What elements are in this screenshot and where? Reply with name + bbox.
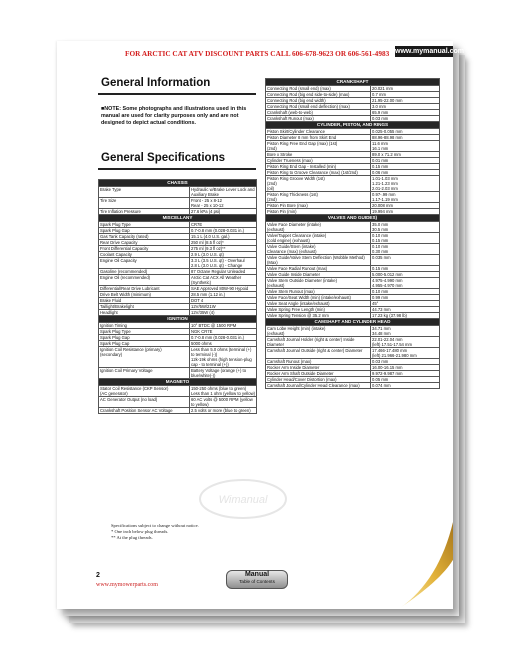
- spec-value: 0.97-.99 mm 1.17-1.19 mm: [371, 192, 440, 203]
- spec-value: 11.6 mm 16.1 mm: [371, 141, 440, 152]
- spec-value: 0.035 mm: [371, 255, 440, 266]
- spec-value: 17.23 kg (37.98 lb): [371, 313, 440, 319]
- spec-value: 150-250 ohms (blue to green) Less than 1 ohm (yellow to yellow): [191, 386, 256, 396]
- spec-label: Gasoline (recommended): [99, 269, 190, 275]
- spec-value: 12V/5W/21W: [190, 304, 257, 310]
- spec-value: 17.466-17.480 mm (left) 21.966-21.980 mm: [371, 348, 440, 359]
- spec-label: Valve Spring Free Length (min): [266, 307, 371, 313]
- spec-value: NGK CR7E: [190, 329, 257, 335]
- spec-value: 0.7-0.8 mm (0.028-0.031 in.): [190, 228, 257, 234]
- spec-label: AC Generator Output (no load): [99, 397, 190, 408]
- section-header: MAGNETO: [99, 379, 257, 386]
- spec-value: Battery Voltage (orange (+) to blue/white(-)): [190, 368, 257, 379]
- spec-label: Crankshaft (web-to-web): [266, 110, 371, 116]
- manual-toc-button[interactable]: [226, 570, 288, 589]
- table-row: [99, 386, 257, 397]
- table-row: [99, 408, 257, 414]
- spec-value: 0.10 mm 0.30 mm: [371, 244, 440, 255]
- spec-value: 0.7-0.8 mm (0.028-0.031 in.): [190, 335, 257, 341]
- spec-label: Connecting Rod (big end width): [266, 98, 371, 104]
- spec-value: 0.01 mm: [371, 158, 440, 164]
- spec-value: 250 ml (8.5 fl oz)*: [190, 240, 257, 246]
- spec-value: 22.01-22.04 mm (left) 17.51-17.54 mm: [371, 337, 440, 348]
- spec-label: Crankshaft Runout (max): [266, 116, 371, 122]
- table-row: [266, 255, 440, 266]
- footnotes: [111, 523, 261, 541]
- footnote-line: Specifications subject to change without notice.: [111, 523, 199, 528]
- spec-label: Valve Stem Outside Diameter (intake) (exhaust): [266, 278, 371, 289]
- spec-label: Cylinder Trueness (max): [266, 158, 371, 164]
- table-row: [99, 397, 257, 408]
- spec-label: Camshaft Runout (max): [266, 359, 371, 365]
- spec-label: Front Differential Capacity: [99, 246, 190, 252]
- site-badge[interactable]: www.mymanual.com: [395, 48, 464, 55]
- spec-label: Coolant Capacity: [99, 252, 190, 258]
- website-link[interactable]: www.mymowerparts.com: [96, 582, 158, 588]
- spec-value: 65.9 mm: [371, 110, 440, 116]
- spec-value: 1.01-1.03 mm 1.21-1.23 mm 2.01-2.03 mm: [371, 176, 440, 192]
- spec-value: 0.03 mm: [371, 116, 440, 122]
- spec-label: Rocker Arm Shaft Outside Diameter: [266, 371, 371, 377]
- spec-label: Ignition Coil Resistance (primary) (secondary): [99, 347, 190, 368]
- section-header: VALVES AND GUIDES): [266, 215, 440, 222]
- spec-value: CR7E: [190, 222, 257, 228]
- section-header: MISCELLANY: [99, 215, 257, 222]
- spec-value: 20.008 mm: [371, 203, 440, 209]
- spec-value: 0.06 mm: [371, 170, 440, 176]
- spec-value: 9.972-9.987 mm: [371, 371, 440, 377]
- section-header: CAMSHAFT AND CYLINDER HEAD: [266, 319, 440, 326]
- spec-label: Valve Seat Angle (intake/exhaust): [266, 301, 371, 307]
- spec-label: Connecting Rod (big end side-to-side) (max): [266, 92, 371, 98]
- table-section-row: [99, 316, 257, 323]
- table-section-row: [99, 215, 257, 222]
- spec-value: SAE Approved 80W-90 Hypoid: [190, 286, 257, 292]
- table-section-row: [99, 180, 257, 187]
- spec-value: 0.15 mm: [371, 266, 440, 272]
- table-section-row: [266, 79, 440, 86]
- spec-label: Tire Size: [99, 198, 190, 209]
- spec-label: Piston Ring End Gap - Installed (min): [266, 164, 371, 170]
- spec-value: 35.0 mm 30.5 mm: [371, 222, 440, 233]
- spec-value: 44.73 mm: [371, 307, 440, 313]
- spec-label: Camshaft Journal/Cylinder Head Clearance (max): [266, 383, 371, 389]
- page-number: 2: [96, 572, 100, 579]
- spec-value: DOT 4: [190, 298, 257, 304]
- table-row: [266, 222, 440, 233]
- spec-label: Rear Drive Capacity: [99, 240, 190, 246]
- spec-value: 60 AC volts @ 5000 RPM (yellow to yellow): [190, 397, 257, 408]
- spec-label: Piston Ring Free End Gap (max) (1st) (2nd): [266, 141, 371, 152]
- section-header: CYLINDER, PISTON, AND RINGS: [266, 122, 440, 129]
- spec-value: 19.994 mm: [371, 209, 440, 215]
- table-row: [266, 326, 440, 337]
- spec-value: 0.15 mm: [371, 164, 440, 170]
- spec-label: Stator Coil Resistance (CKP Sensor) (AC generator): [99, 386, 190, 397]
- spec-value: 0.7 mm: [371, 92, 440, 98]
- spec-label: Bore x Stroke: [266, 152, 371, 158]
- spec-value: 0.10 mm: [371, 289, 440, 295]
- manual-button-title: Manual: [244, 571, 270, 578]
- spec-value: 21.95-22.00 mm: [371, 98, 440, 104]
- table-row: [266, 383, 440, 389]
- table-row: [266, 176, 440, 192]
- spec-label: Crankshaft Position Sensor AC Voltage: [99, 408, 190, 414]
- table-row: [99, 275, 257, 286]
- wimanual-watermark: [198, 478, 288, 520]
- spec-label: Spark Plug Gap: [99, 335, 190, 341]
- spec-label: Brake Fluid: [99, 298, 190, 304]
- general-information-heading: General Information: [101, 77, 211, 89]
- spec-value: 2.5 volts or more (blue to green): [190, 408, 257, 414]
- spec-label: Valve Spring Tension @ 35.2 mm: [266, 313, 371, 319]
- heading-rule: [98, 168, 256, 170]
- spec-value: 28.5 mm (1.12 in.): [190, 292, 257, 298]
- spec-label: Camshaft Journal Holder (right & center) Inside Diameter: [266, 337, 371, 348]
- spec-label: Piston Ring Thickness (1st) (2nd): [266, 192, 371, 203]
- spec-value: 0.074 mm: [371, 383, 440, 389]
- table-row: [266, 233, 440, 244]
- spec-value: 12V/35W (4): [190, 310, 257, 316]
- table-section-row: [99, 379, 257, 386]
- spec-value: 0.10 mm 0.15 mm: [371, 233, 440, 244]
- spec-value: 20.021 mm: [371, 86, 440, 92]
- table-row: [266, 337, 440, 348]
- spec-value: Hydraulic w/Brake Lever Lock and Auxiliary Brake: [191, 187, 255, 197]
- table-section-row: [266, 215, 440, 222]
- spec-value: 27.6 kPa (4 psi): [190, 209, 257, 215]
- spec-label: Spark Plug Gap: [99, 228, 190, 234]
- section-header: IGNITION: [99, 316, 257, 323]
- spec-value: 5000 ohms: [190, 341, 257, 347]
- spec-value: 34.71 mm 34.48 mm: [371, 326, 440, 337]
- general-specifications-heading: General Specifications: [101, 152, 225, 164]
- spec-label: Piston Ring to Groove Clearance (max) (1st/2nd): [266, 170, 371, 176]
- spec-label: Connecting Rod (small end deflection) (max): [266, 104, 371, 110]
- spec-value: 10° BTDC @ 1500 RPM: [190, 323, 257, 329]
- spec-label: Spark Plug Type: [99, 329, 190, 335]
- spec-value: 89.0 x 71.2 mm: [371, 152, 440, 158]
- spec-label: Rocker Arm Inside Diameter: [266, 365, 371, 371]
- spec-label: Spark Plug Cap: [99, 341, 190, 347]
- right-spec-table: [265, 78, 440, 389]
- table-row: [99, 198, 257, 209]
- spec-value: Less than 5.0 ohms (terminal (+) to terminal (-)) 12k-19k ohms (high tension-plug cap - to terminal (+)): [190, 347, 257, 368]
- dealer-banner: FOR ARCTIC CAT ATV DISCOUNT PARTS CALL 606-678-9623 OR 606-561-4983: [125, 49, 390, 58]
- table-row: [266, 141, 440, 152]
- spec-label: Taillight/Brakelight: [99, 304, 190, 310]
- table-row: [266, 192, 440, 203]
- footnote-line: * One inch below plug threads.: [111, 529, 169, 534]
- spec-label: Valve Face Radial Runout (max): [266, 266, 371, 272]
- section-header: CRANKSHAFT: [266, 79, 440, 86]
- spec-label: Valve Guide/Valve Stem Deflection (Wobble Method) (Max): [266, 255, 371, 266]
- spec-value: 88.96-88.98 mm: [371, 135, 440, 141]
- spec-label: Differential/Rear Drive Lubricant: [99, 286, 190, 292]
- left-spec-table: [98, 179, 257, 414]
- table-row: [266, 348, 440, 359]
- spec-value: 16.00-16.15 mm: [371, 365, 440, 371]
- spec-label: Connecting Rod (small end) (max): [266, 86, 371, 92]
- spec-label: Engine Oil (recommended): [99, 275, 190, 286]
- spec-value: Arctic Cat ACX All Weather (Synthetic): [190, 275, 257, 286]
- spec-label: Valve Face/Seat Width (min) (intake/exhaust): [266, 295, 371, 301]
- spec-value: 3.0 mm: [371, 104, 440, 110]
- spec-label: Piston Ring Groove Width (1st) (2nd) (oil): [266, 176, 371, 192]
- heading-rule: [98, 93, 256, 95]
- spec-label: Valve Face Diameter (intake) (exhaust): [266, 222, 371, 233]
- spec-value: 15.1 L (4.0 U.S. gal.): [190, 234, 257, 240]
- spec-value: 87 Octane Regular Unleaded: [190, 269, 257, 275]
- table-row: [266, 278, 440, 289]
- spec-value: 45°: [371, 301, 440, 307]
- spec-label: Valve Stem Runout (max): [266, 289, 371, 295]
- spec-value: 3.3 L (3.5 U.S. qt) - Overhaul 2.8 L (3.0 U.S. qt) - Change: [190, 258, 257, 269]
- spec-value: 5.000-5.012 mm: [371, 272, 440, 278]
- general-information-note: ■NOTE: Some photographs and illustrations used in this manual are used for clarity purposes only and are not designed to depict actual conditions.: [101, 106, 247, 127]
- spec-value: 275 ml (9.3 fl oz)**: [190, 246, 257, 252]
- spec-value: 2.9 L (3.0 U.S. qt): [190, 252, 257, 258]
- spec-label: Cylinder Head/Cover Distortion (max): [266, 377, 371, 383]
- svg-text:Wimanual: Wimanual: [218, 494, 268, 506]
- spec-label: Brake Type: [99, 187, 190, 198]
- spec-value: 0.03 mm: [371, 359, 440, 365]
- spec-label: Ignition Coil Primary Voltage: [99, 368, 190, 379]
- section-header: CHASSIS: [99, 180, 257, 187]
- spec-label: Piston Diameter 8 mm from Skirt End: [266, 135, 371, 141]
- spec-value: 0.05 mm: [371, 377, 440, 383]
- spec-value: 0.025-0.055 mm: [371, 129, 440, 135]
- spec-value: 0.99 mm: [371, 295, 440, 301]
- spec-label: Gas Tank Capacity (rated): [99, 234, 190, 240]
- spec-label: Cam Lobe Height (min) (intake) (exhaust): [266, 326, 371, 337]
- spec-value: 4.975-4.990 mm 4.955-4.970 mm: [371, 278, 440, 289]
- table-row: [99, 187, 257, 198]
- spec-label: Valve Guide/Stem (intake) Clearance (max) (exhaust): [266, 244, 371, 255]
- spec-label: Tire Inflation Pressure: [99, 209, 190, 215]
- spec-label: Ignition Timing: [99, 323, 190, 329]
- spec-label: Valve Guide Inside Diameter: [266, 272, 371, 278]
- manual-button-subtitle: Table of Contents: [239, 579, 275, 584]
- spec-label: Camshaft Journal Outside (right & center) Diameter: [266, 348, 371, 359]
- table-section-row: [266, 319, 440, 326]
- table-row: [99, 368, 257, 379]
- spec-label: Engine Oil Capacity: [99, 258, 190, 269]
- page-curl: [398, 520, 453, 609]
- spec-label: Piston Skirt/Cylinder Clearance: [266, 129, 371, 135]
- spec-label: Drive Belt Width (minimum): [99, 292, 190, 298]
- footnote-line: ** At the plug threads.: [111, 535, 153, 540]
- spec-label: Headlight: [99, 310, 190, 316]
- table-row: [99, 347, 257, 368]
- spec-label: Valve/Tappet Clearance (intake) (cold engine) (exhaust): [266, 233, 371, 244]
- table-row: [266, 244, 440, 255]
- table-section-row: [266, 122, 440, 129]
- spec-label: Spark Plug Type: [99, 222, 190, 228]
- table-row: [99, 258, 257, 269]
- spec-value: Front - 25 x 8-12 Rear - 25 x 10-12: [190, 198, 257, 209]
- spec-label: Piston Pin (min): [266, 209, 371, 215]
- spec-label: Piston Pin Bore (max): [266, 203, 371, 209]
